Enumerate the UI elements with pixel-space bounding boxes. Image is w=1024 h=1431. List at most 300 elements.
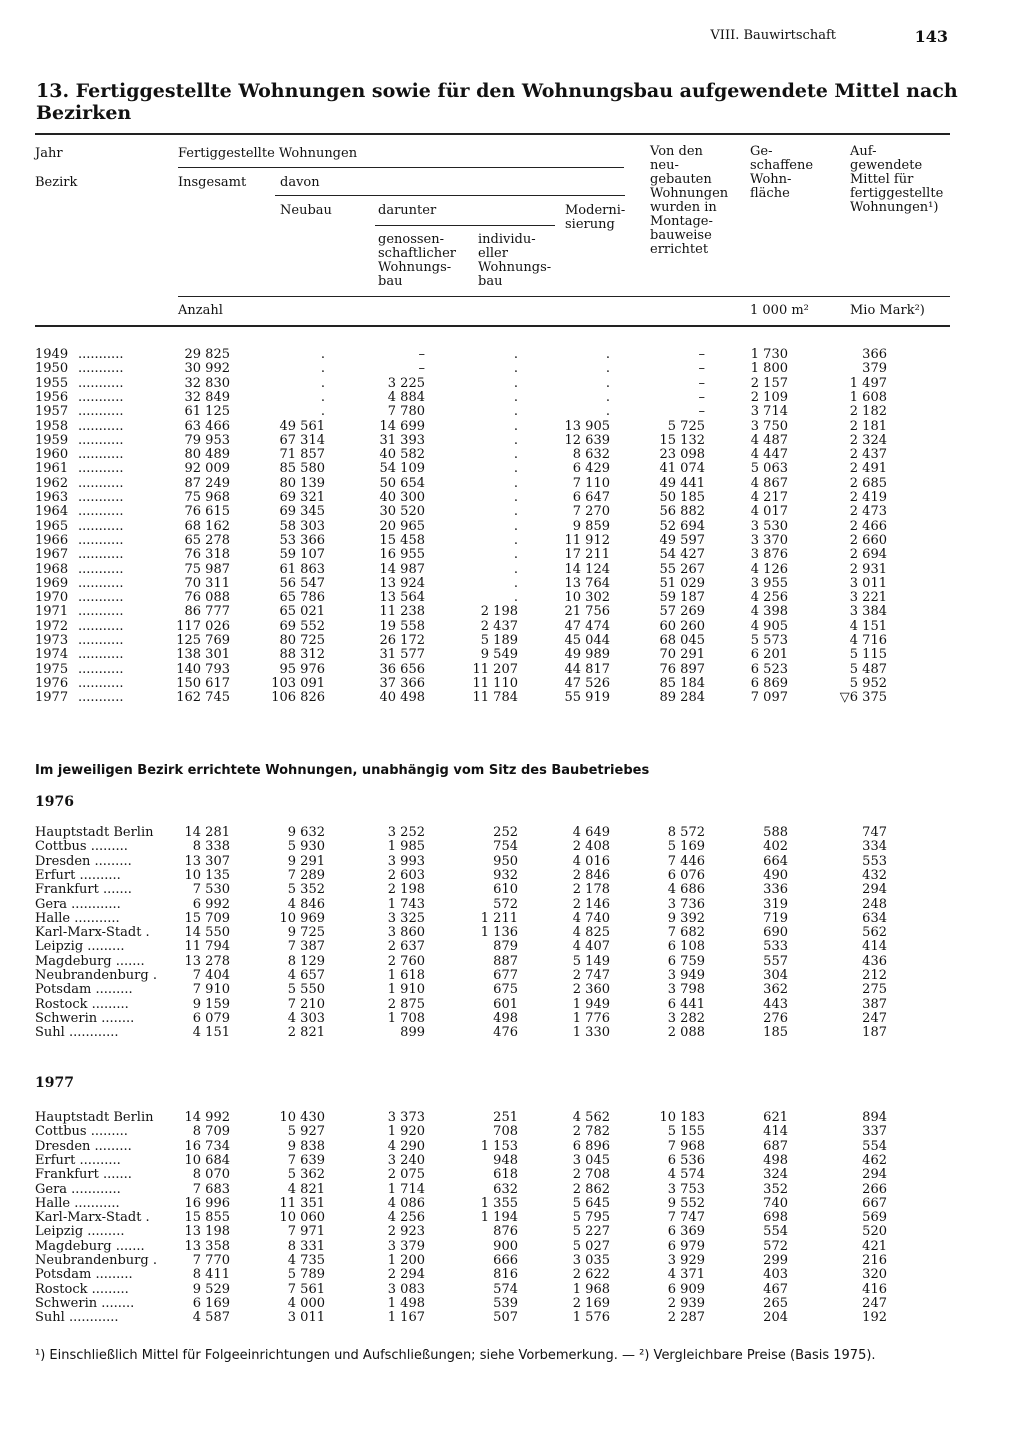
cell: . — [320, 375, 325, 391]
cell: . — [513, 432, 518, 448]
cell: 1 618 — [387, 968, 425, 983]
cell: 7 971 — [287, 1224, 325, 1240]
cell: 601 — [493, 996, 518, 1012]
table-row — [0, 911, 1024, 926]
cell: 80 725 — [279, 633, 325, 648]
cell: 3 370 — [750, 532, 788, 548]
cell: . — [513, 475, 518, 491]
cell: 2 603 — [387, 867, 425, 883]
row-label: 1964 — [35, 504, 69, 520]
cell: 15 709 — [184, 910, 230, 926]
cell: 44 817 — [564, 661, 610, 677]
cell: . — [320, 361, 325, 377]
cell: . — [513, 518, 518, 534]
cell: 7 210 — [287, 996, 325, 1012]
cell: 3 225 — [387, 375, 425, 391]
cell: 498 — [763, 1152, 788, 1168]
row-label: Frankfurt ....... — [35, 882, 132, 898]
row-label: 1968 — [35, 561, 69, 577]
table-row — [0, 404, 1024, 419]
cell: 2 437 — [480, 618, 518, 634]
cell: 14 550 — [184, 925, 230, 941]
cell: 747 — [862, 825, 887, 840]
cell: 20 965 — [379, 518, 425, 534]
row-label: 1973 — [35, 633, 69, 648]
table-row — [0, 882, 1024, 897]
cell: 362 — [763, 982, 788, 998]
cell: 32 849 — [184, 389, 230, 405]
cell: 65 786 — [279, 590, 325, 606]
row-label: Karl-Marx-Stadt . — [35, 925, 150, 941]
row-label: Leipzig ......... — [35, 1224, 125, 1240]
cell: . — [513, 347, 518, 362]
cell: 2 622 — [572, 1267, 610, 1283]
table-row — [0, 825, 1024, 840]
cell: 1 153 — [480, 1138, 518, 1154]
cell: 6 429 — [572, 461, 610, 477]
cell: 3 252 — [387, 825, 425, 840]
cell: 251 — [493, 1110, 518, 1125]
page-number: 143 — [914, 27, 948, 46]
cell: 36 656 — [379, 661, 425, 677]
cell: – — [698, 375, 705, 391]
unit-anzahl: Anzahl — [178, 303, 223, 318]
cell: 11 351 — [279, 1195, 325, 1211]
cell: 266 — [862, 1181, 887, 1197]
leader-dots: ........... — [78, 432, 124, 448]
row-label: Schwerin ........ — [35, 1010, 135, 1026]
cell: 6 201 — [750, 647, 788, 663]
cell: 51 029 — [659, 575, 705, 591]
row-label: Neubrandenburg . — [35, 1253, 157, 1268]
cell: 13 358 — [184, 1238, 230, 1254]
cell: 49 441 — [659, 475, 705, 491]
cell: 76 615 — [184, 504, 230, 520]
cell: 252 — [493, 825, 518, 840]
cell: 75 968 — [184, 490, 230, 505]
cell: 490 — [763, 867, 788, 883]
cell: 3 750 — [750, 418, 788, 434]
cell: 31 577 — [379, 647, 425, 663]
cell: 8 338 — [192, 839, 230, 855]
header-bottom-rule — [35, 325, 950, 327]
row-label: 1969 — [35, 575, 69, 591]
leader-dots: ........... — [78, 675, 124, 691]
cell: 5 189 — [480, 633, 518, 648]
cell: 557 — [763, 953, 788, 969]
cell: – — [698, 361, 705, 377]
cell: 16 996 — [184, 1195, 230, 1211]
cell: – — [698, 389, 705, 405]
cell: 37 366 — [379, 675, 425, 691]
cell: 275 — [862, 982, 887, 998]
cell: 320 — [862, 1267, 887, 1283]
row-label: Hauptstadt Berlin — [35, 825, 154, 840]
cell: 299 — [763, 1253, 788, 1268]
cell: 10 430 — [279, 1110, 325, 1125]
cell: 185 — [763, 1025, 788, 1041]
table-row — [0, 576, 1024, 591]
cell: 2 157 — [750, 375, 788, 391]
cell: 1 949 — [572, 996, 610, 1012]
cell: 49 597 — [659, 532, 705, 548]
cell: 632 — [493, 1181, 518, 1197]
table-row — [0, 419, 1024, 434]
cell: 324 — [763, 1167, 788, 1183]
cell: 1 910 — [387, 982, 425, 998]
cell: 421 — [862, 1238, 887, 1254]
cell: 9 291 — [287, 853, 325, 869]
table-row — [0, 1239, 1024, 1254]
unit-flaeche: 1 000 m² — [750, 303, 809, 318]
cell: 4 303 — [287, 1010, 325, 1026]
cell: 70 291 — [659, 647, 705, 663]
row-label: 1972 — [35, 618, 69, 634]
cell: 50 654 — [379, 475, 425, 491]
cell: 3 221 — [849, 590, 887, 606]
cell: . — [320, 404, 325, 420]
row-label: Halle ........... — [35, 910, 120, 926]
cell: 2 088 — [667, 1025, 705, 1041]
cell: 5 952 — [849, 675, 887, 691]
cell: 7 780 — [387, 404, 425, 420]
cell: 5 789 — [287, 1267, 325, 1283]
cell: 138 301 — [176, 647, 230, 663]
cell: 1 708 — [387, 1010, 425, 1026]
cell: 3 949 — [667, 968, 705, 983]
cell: 5 725 — [667, 418, 705, 434]
cell: . — [605, 389, 610, 405]
cell: 572 — [493, 896, 518, 912]
cell: 40 300 — [379, 490, 425, 505]
cell: 4 867 — [750, 475, 788, 491]
cell: 2 821 — [287, 1025, 325, 1041]
table-row — [0, 662, 1024, 677]
cell: 403 — [763, 1267, 788, 1283]
cell: 1 968 — [572, 1281, 610, 1297]
cell: 150 617 — [176, 675, 230, 691]
cell: 414 — [862, 939, 887, 955]
cell: 7 561 — [287, 1281, 325, 1297]
cell: 216 — [862, 1253, 887, 1268]
header-fertiggestellte: Fertiggestellte Wohnungen — [178, 146, 358, 161]
cell: – — [698, 347, 705, 362]
cell: – — [418, 347, 425, 362]
cell: 8 572 — [667, 825, 705, 840]
block-1976-year: 1976 — [35, 794, 74, 810]
cell: 8 411 — [192, 1267, 230, 1283]
table-row — [0, 1267, 1024, 1282]
cell: 2 660 — [849, 532, 887, 548]
cell: 80 139 — [279, 475, 325, 491]
table-row — [0, 1196, 1024, 1211]
cell: 49 561 — [279, 418, 325, 434]
cell: 507 — [493, 1310, 518, 1326]
row-label: Cottbus ......... — [35, 1124, 128, 1140]
cell: 65 278 — [184, 532, 230, 548]
cell: 5 550 — [287, 982, 325, 998]
cell: 14 124 — [564, 561, 610, 577]
cell: 2 708 — [572, 1167, 610, 1183]
cell: 59 107 — [279, 547, 325, 563]
cell: 4 017 — [750, 504, 788, 520]
cell: 69 321 — [279, 490, 325, 505]
cell: 1 985 — [387, 839, 425, 855]
cell: 13 307 — [184, 853, 230, 869]
table-row — [0, 839, 1024, 854]
cell: 32 830 — [184, 375, 230, 391]
cell: 2 182 — [849, 404, 887, 420]
cell: . — [513, 561, 518, 577]
row-label: Potsdam ......... — [35, 982, 133, 998]
cell: 7 270 — [572, 504, 610, 520]
table-row — [0, 361, 1024, 376]
table-row — [0, 376, 1024, 391]
cell: 14 987 — [379, 561, 425, 577]
header-rule-units-top — [178, 296, 950, 297]
row-label: Hauptstadt Berlin — [35, 1110, 154, 1125]
cell: 69 345 — [279, 504, 325, 520]
cell: 40 498 — [379, 690, 425, 706]
row-label: 1967 — [35, 547, 69, 563]
cell: . — [513, 461, 518, 477]
header-modernisierung: Moderni- sierung — [565, 203, 626, 232]
cell: 4 716 — [849, 633, 887, 648]
cell: 476 — [493, 1025, 518, 1041]
cell: 3 993 — [387, 853, 425, 869]
cell: 1 776 — [572, 1010, 610, 1026]
table-row — [0, 476, 1024, 491]
row-label: Dresden ......... — [35, 853, 132, 869]
cell: 2 931 — [849, 561, 887, 577]
cell: 2 408 — [572, 839, 610, 855]
cell: 3 753 — [667, 1181, 705, 1197]
cell: 9 159 — [192, 996, 230, 1012]
cell: 2 685 — [849, 475, 887, 491]
cell: 1 498 — [387, 1295, 425, 1311]
cell: 6 759 — [667, 953, 705, 969]
cell: . — [513, 375, 518, 391]
cell: 75 987 — [184, 561, 230, 577]
cell: 52 694 — [659, 518, 705, 534]
cell: 11 912 — [564, 532, 610, 548]
header-bezirk: Bezirk — [35, 175, 78, 190]
leader-dots: ........... — [78, 404, 124, 420]
cell: 7 387 — [287, 939, 325, 955]
cell: 4 487 — [750, 432, 788, 448]
cell: 618 — [493, 1167, 518, 1183]
cell: 14 281 — [184, 825, 230, 840]
row-label: Schwerin ........ — [35, 1295, 135, 1311]
cell: 5 487 — [849, 661, 887, 677]
cell: 4 657 — [287, 968, 325, 983]
cell: 634 — [862, 910, 887, 926]
cell: 7 097 — [750, 690, 788, 706]
table-row — [0, 1310, 1024, 1325]
cell: 3 325 — [387, 910, 425, 926]
cell: 950 — [493, 853, 518, 869]
row-label: Karl-Marx-Stadt . — [35, 1210, 150, 1226]
cell: 7 446 — [667, 853, 705, 869]
cell: 337 — [862, 1124, 887, 1140]
cell: 5 362 — [287, 1167, 325, 1183]
table-row — [0, 982, 1024, 997]
table-row — [0, 619, 1024, 634]
cell: 2 198 — [480, 604, 518, 620]
cell: . — [513, 532, 518, 548]
leader-dots: ........... — [78, 490, 124, 505]
cell: 562 — [862, 925, 887, 941]
table-row — [0, 1025, 1024, 1040]
cell: 554 — [862, 1138, 887, 1154]
table-row — [0, 547, 1024, 562]
cell: 7 404 — [192, 968, 230, 983]
row-label: Leipzig ......... — [35, 939, 125, 955]
cell: . — [513, 547, 518, 563]
cell: 3 860 — [387, 925, 425, 941]
cell: 6 369 — [667, 1224, 705, 1240]
cell: 553 — [862, 853, 887, 869]
cell: 2 694 — [849, 547, 887, 563]
table-row — [0, 447, 1024, 462]
header-individuell: individu- eller Wohnungs- bau — [478, 232, 552, 289]
cell: 85 580 — [279, 461, 325, 477]
cell: ▽6 375 — [839, 690, 887, 706]
cell: 2 782 — [572, 1124, 610, 1140]
cell: 667 — [862, 1195, 887, 1211]
leader-dots: ........... — [78, 447, 124, 463]
cell: 2 146 — [572, 896, 610, 912]
cell: 11 207 — [472, 661, 518, 677]
table-row — [0, 1224, 1024, 1239]
cell: 719 — [763, 910, 788, 926]
cell: 7 910 — [192, 982, 230, 998]
cell: 5 573 — [750, 633, 788, 648]
row-label: 1962 — [35, 475, 69, 491]
row-label: 1963 — [35, 490, 69, 505]
cell: 1 576 — [572, 1310, 610, 1326]
cell: 13 198 — [184, 1224, 230, 1240]
cell: 666 — [493, 1253, 518, 1268]
cell: 621 — [763, 1110, 788, 1125]
cell: 11 794 — [184, 939, 230, 955]
cell: 55 267 — [659, 561, 705, 577]
cell: 4 126 — [750, 561, 788, 577]
cell: 664 — [763, 853, 788, 869]
cell: 16 955 — [379, 547, 425, 563]
cell: 57 269 — [659, 604, 705, 620]
table-row — [0, 1167, 1024, 1182]
table-row — [0, 690, 1024, 705]
table-row — [0, 604, 1024, 619]
row-label: Suhl ............ — [35, 1310, 119, 1326]
cell: 95 976 — [279, 661, 325, 677]
header-mittel: Auf- gewendete Mittel für fertiggestellte Wohnungen¹) — [850, 144, 944, 215]
cell: 2 178 — [572, 882, 610, 898]
row-label: Magdeburg ....... — [35, 953, 145, 969]
cell: 4 735 — [287, 1253, 325, 1268]
cell: 1 136 — [480, 925, 518, 941]
row-label: 1974 — [35, 647, 69, 663]
cell: 687 — [763, 1138, 788, 1154]
cell: 498 — [493, 1010, 518, 1026]
cell: 4 574 — [667, 1167, 705, 1183]
cell: 88 312 — [279, 647, 325, 663]
cell: 12 639 — [564, 432, 610, 448]
cell: 2 846 — [572, 867, 610, 883]
cell: 7 639 — [287, 1152, 325, 1168]
section-title: Im jeweiligen Bezirk errichtete Wohnungen, unabhängig vom Sitz des Baubetriebes — [35, 763, 650, 778]
row-label: 1955 — [35, 375, 69, 391]
table-row — [0, 854, 1024, 869]
cell: 7 968 — [667, 1138, 705, 1154]
cell: 740 — [763, 1195, 788, 1211]
row-label: Cottbus ......... — [35, 839, 128, 855]
table-row — [0, 1282, 1024, 1297]
row-label: Rostock ......... — [35, 1281, 129, 1297]
cell: 574 — [493, 1281, 518, 1297]
cell: 47 474 — [564, 618, 610, 634]
cell: 8 331 — [287, 1238, 325, 1254]
cell: 4 740 — [572, 910, 610, 926]
cell: . — [605, 404, 610, 420]
cell: 4 649 — [572, 825, 610, 840]
cell: 5 063 — [750, 461, 788, 477]
cell: 5 227 — [572, 1224, 610, 1240]
cell: 4 256 — [387, 1210, 425, 1226]
table-row — [0, 868, 1024, 883]
cell: . — [605, 375, 610, 391]
cell: 932 — [493, 867, 518, 883]
table-row — [0, 504, 1024, 519]
cell: 588 — [763, 825, 788, 840]
cell: 900 — [493, 1238, 518, 1254]
cell: 9 529 — [192, 1281, 230, 1297]
header-rule-darunter — [375, 225, 555, 226]
cell: 675 — [493, 982, 518, 998]
cell: 698 — [763, 1210, 788, 1226]
cell: 9 549 — [480, 647, 518, 663]
cell: 247 — [862, 1295, 887, 1311]
cell: – — [698, 404, 705, 420]
cell: 3 714 — [750, 404, 788, 420]
leader-dots: ........... — [78, 347, 124, 362]
cell: 87 249 — [184, 475, 230, 491]
cell: 2 939 — [667, 1295, 705, 1311]
cell: 9 725 — [287, 925, 325, 941]
cell: 2 747 — [572, 968, 610, 983]
cell: 1 608 — [849, 389, 887, 405]
cell: 4 151 — [192, 1025, 230, 1041]
cell: 379 — [862, 361, 887, 377]
cell: 1 497 — [849, 375, 887, 391]
row-label: 1956 — [35, 389, 69, 405]
cell: 6 909 — [667, 1281, 705, 1297]
cell: 3 373 — [387, 1110, 425, 1125]
cell: 2 287 — [667, 1310, 705, 1326]
cell: 572 — [763, 1238, 788, 1254]
cell: 6 869 — [750, 675, 788, 691]
cell: 13 278 — [184, 953, 230, 969]
cell: 610 — [493, 882, 518, 898]
cell: 10 969 — [279, 910, 325, 926]
unit-mittel: Mio Mark²) — [850, 303, 925, 318]
cell: 3 045 — [572, 1152, 610, 1168]
cell: 294 — [862, 1167, 887, 1183]
cell: 45 044 — [564, 633, 610, 648]
cell: 67 314 — [279, 432, 325, 448]
cell: 10 684 — [184, 1152, 230, 1168]
